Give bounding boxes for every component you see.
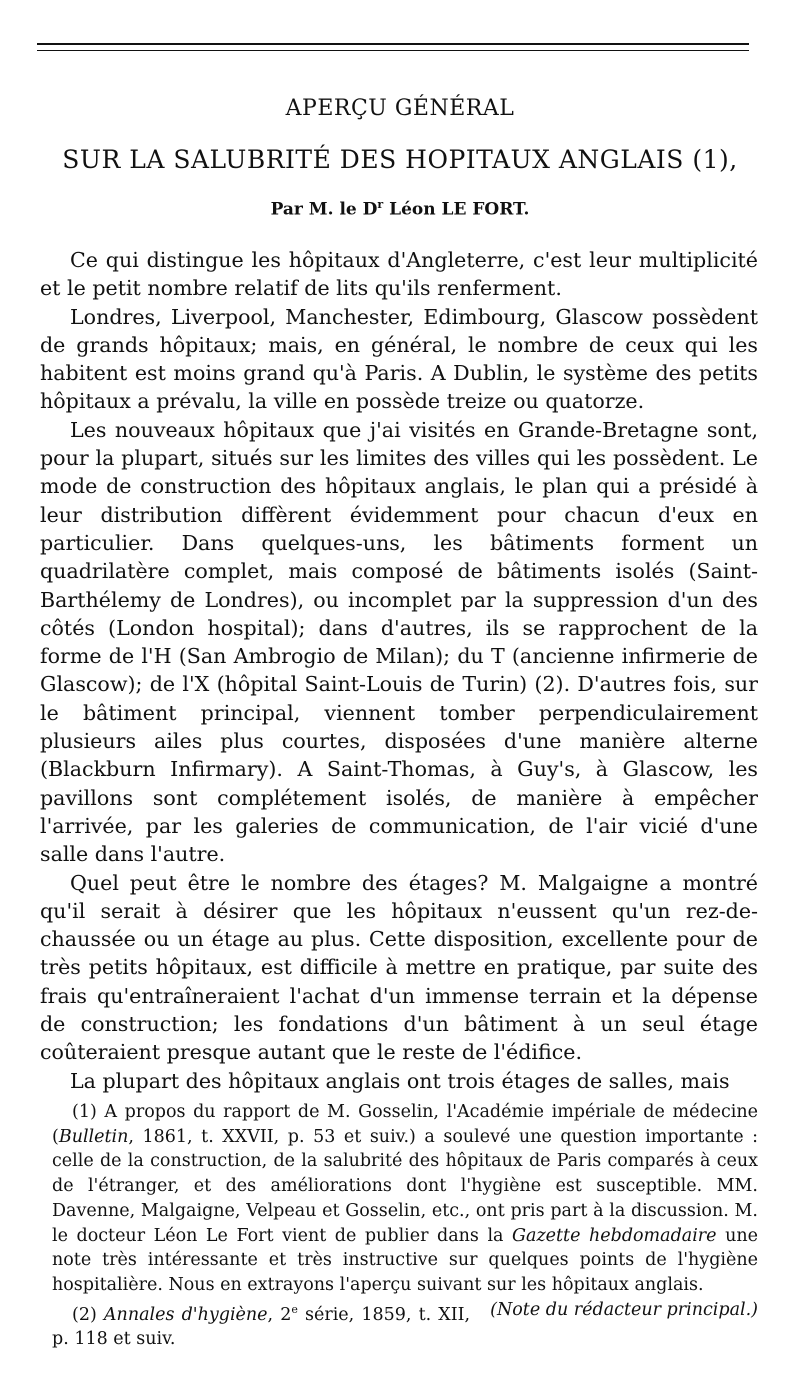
paragraph: La plupart des hôpitaux anglais ont trois étages de salles, mais bbox=[70, 1068, 730, 1093]
article-body bbox=[40, 246, 758, 1095]
byline-name: Léon LE FORT. bbox=[389, 199, 530, 220]
footnote-2-text-c: série, 1859, t. XII, p. 118 et suiv. bbox=[52, 1304, 471, 1350]
byline-sup: r bbox=[377, 198, 384, 211]
footnote-1-signature: (Note du rédacteur principal.) bbox=[490, 1299, 758, 1320]
footnotes bbox=[52, 1100, 758, 1352]
paragraph: Ce qui distingue les hôpitaux d'Angleterre, c'est leur multiplicité et le petit nombre relatif de lits qu'ils renferment. bbox=[40, 248, 758, 301]
footnote-1-text-a: (1) A propos du rapport de M. Gosselin, l'Académie impériale de médecine ( bbox=[52, 1102, 758, 1147]
footnote-1-gazette: Gazette hebdomadaire bbox=[512, 1225, 717, 1246]
footnote-1-bulletin: Bulletin bbox=[58, 1126, 129, 1147]
footnote-2-sup: e bbox=[291, 1302, 298, 1316]
byline bbox=[0, 198, 800, 220]
paragraph: Londres, Liverpool, Manchester, Edimbourg, Glascow possèdent de grands hôpitaux; mais, en général, le nombre de ceux qui les habitent est moins grand qu'à Paris. A Dublin, le système des petits hôpitaux a prévalu, la ville en possède treize ou quatorze. bbox=[40, 304, 758, 414]
footnote-2-text-a: (2) bbox=[72, 1304, 104, 1325]
paragraph: Les nouveaux hôpitaux que j'ai visités en Grande-Bretagne sont, pour la plupart, situés sur les limites des villes qui les possèdent. Le mode de construction des hôpitaux anglais, le plan qui a présidé à leur distribution diffèrent évidemment pour chacun d'eux en particulier. Dans quelques-uns, les bâtiments forment un quadrilatère complet, mais composé de bâtiments isolés (Saint-Barthélemy de Londres), ou incomplet par la suppression d'un des côtés (London hospital); dans d'autres, ils se rapprochent de la forme de l'H (San Ambrogio de Milan); du T (ancienne infirmerie de Glascow); de l'X (hôpital Saint-Louis de Turin) (2). D'autres fois, sur le bâtiment principal, viennent tomber perpendiculairement plusieurs ailes plus courtes, disposées d'une manière alterne (Blackburn Infirmary). A Saint-Thomas, à Guy's, à Glascow, les pavillons sont complétement isolés, de manière à empêcher l'arrivée, par les galeries de communication, de l'air vicié d'une salle dans l'autre. bbox=[40, 417, 758, 867]
footnote-2-annales: Annales d'hygiène bbox=[103, 1304, 268, 1325]
footnote-1-text-c: une note très intéressante et très instructive sur quelques points de l'hygiène hospitalière. Nous en extrayons l'aperçu suivant sur les hôpitaux anglais. bbox=[52, 1225, 758, 1295]
article-title-line2: SUR LA SALUBRITÉ DES HOPITAUX ANGLAIS (1), bbox=[62, 145, 738, 174]
footnote-1-text-b: , 1861, t. XXVII, p. 53 et suiv.) a soulevé une question importante : celle de la construction, de la salubrité des hôpitaux de Paris comparés à ceux de l'étranger, et des améliorations dont l'hygiène est susceptible. MM. Davenne, Malgaigne, Velpeau et Gosselin, etc., ont pris part à la discussion. M. le docteur Léon Le Fort vient de publier dans la bbox=[52, 1126, 758, 1246]
paragraph: Quel peut être le nombre des étages? M. Malgaigne a montré qu'il serait à désirer que les hôpitaux n'eussent qu'un rez-de-chaussée ou un étage au plus. Cette disposition, excellente pour de très petits hôpitaux, est difficile à mettre en pratique, par suite des frais qu'entraîneraient l'achat d'un immense terrain et la dépense de construction; les fondations d'un bâtiment à un seul étage coûteraient presque autant que le reste de l'édifice. bbox=[40, 870, 758, 1065]
footnote-2-text-b: , 2 bbox=[267, 1304, 292, 1325]
article-title-line1: APERÇU GÉNÉRAL bbox=[285, 96, 515, 121]
top-rule bbox=[37, 43, 749, 45]
byline-prefix: Par M. le D bbox=[270, 199, 378, 220]
top-rule-thin bbox=[37, 50, 749, 51]
